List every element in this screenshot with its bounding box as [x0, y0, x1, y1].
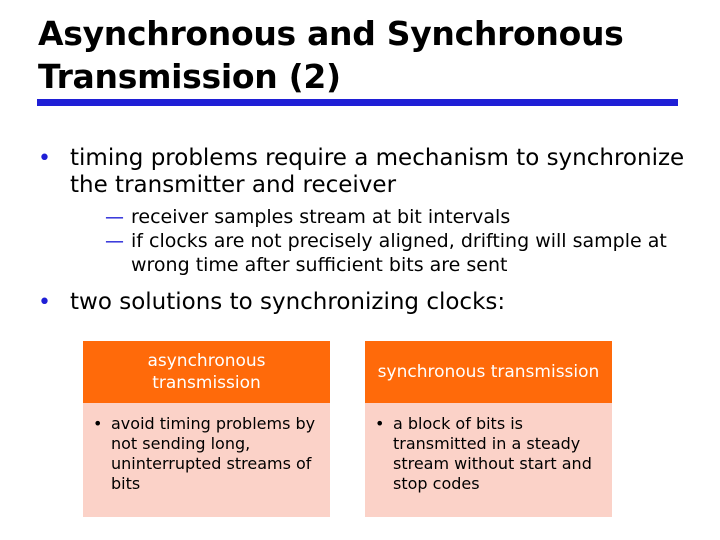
synchronous-box-text: a block of bits is transmitted in a steady stream without start and stop codes [393, 414, 592, 493]
synchronous-box-header: synchronous transmission [365, 341, 612, 403]
synchronous-box [365, 341, 612, 517]
asynchronous-box-body [83, 403, 330, 494]
bullet-text-timing: timing problems require a mechanism to synchronize the transmitter and receiver [70, 145, 685, 198]
round-bullet-icon: • [38, 146, 51, 171]
bullet-text-solutions: two solutions to synchronizing clocks: [70, 289, 506, 315]
sub-bullet-list [105, 205, 708, 277]
bullet-list [38, 145, 708, 316]
asynchronous-box-header: asynchronous transmission [83, 341, 330, 403]
dash-bullet-icon: — [105, 230, 124, 252]
round-bullet-icon: • [38, 290, 51, 315]
slide-title [38, 12, 688, 98]
sub-bullet-item-drifting [105, 229, 708, 277]
bullet-item-solutions [38, 289, 708, 316]
sub-bullet-text-samples: receiver samples stream at bit intervals [131, 206, 511, 228]
asynchronous-box-text: avoid timing problems by not sending long, uninterrupted streams of bits [111, 414, 316, 493]
round-bullet-icon: • [93, 414, 103, 433]
sub-bullet-item-samples [105, 205, 708, 229]
sub-bullet-text-drifting: if clocks are not precisely aligned, drifting will sample at wrong time after sufficient bits are sent [131, 230, 667, 276]
title-underline-rule [37, 99, 678, 106]
dash-bullet-icon: — [105, 206, 124, 228]
slide-title-line-1: Asynchronous and Synchronous [38, 14, 624, 53]
bullet-item-timing [38, 145, 708, 277]
round-bullet-icon: • [375, 414, 385, 433]
asynchronous-box [83, 341, 330, 517]
slide-title-line-2: Transmission (2) [38, 57, 341, 96]
synchronous-box-body [365, 403, 612, 494]
